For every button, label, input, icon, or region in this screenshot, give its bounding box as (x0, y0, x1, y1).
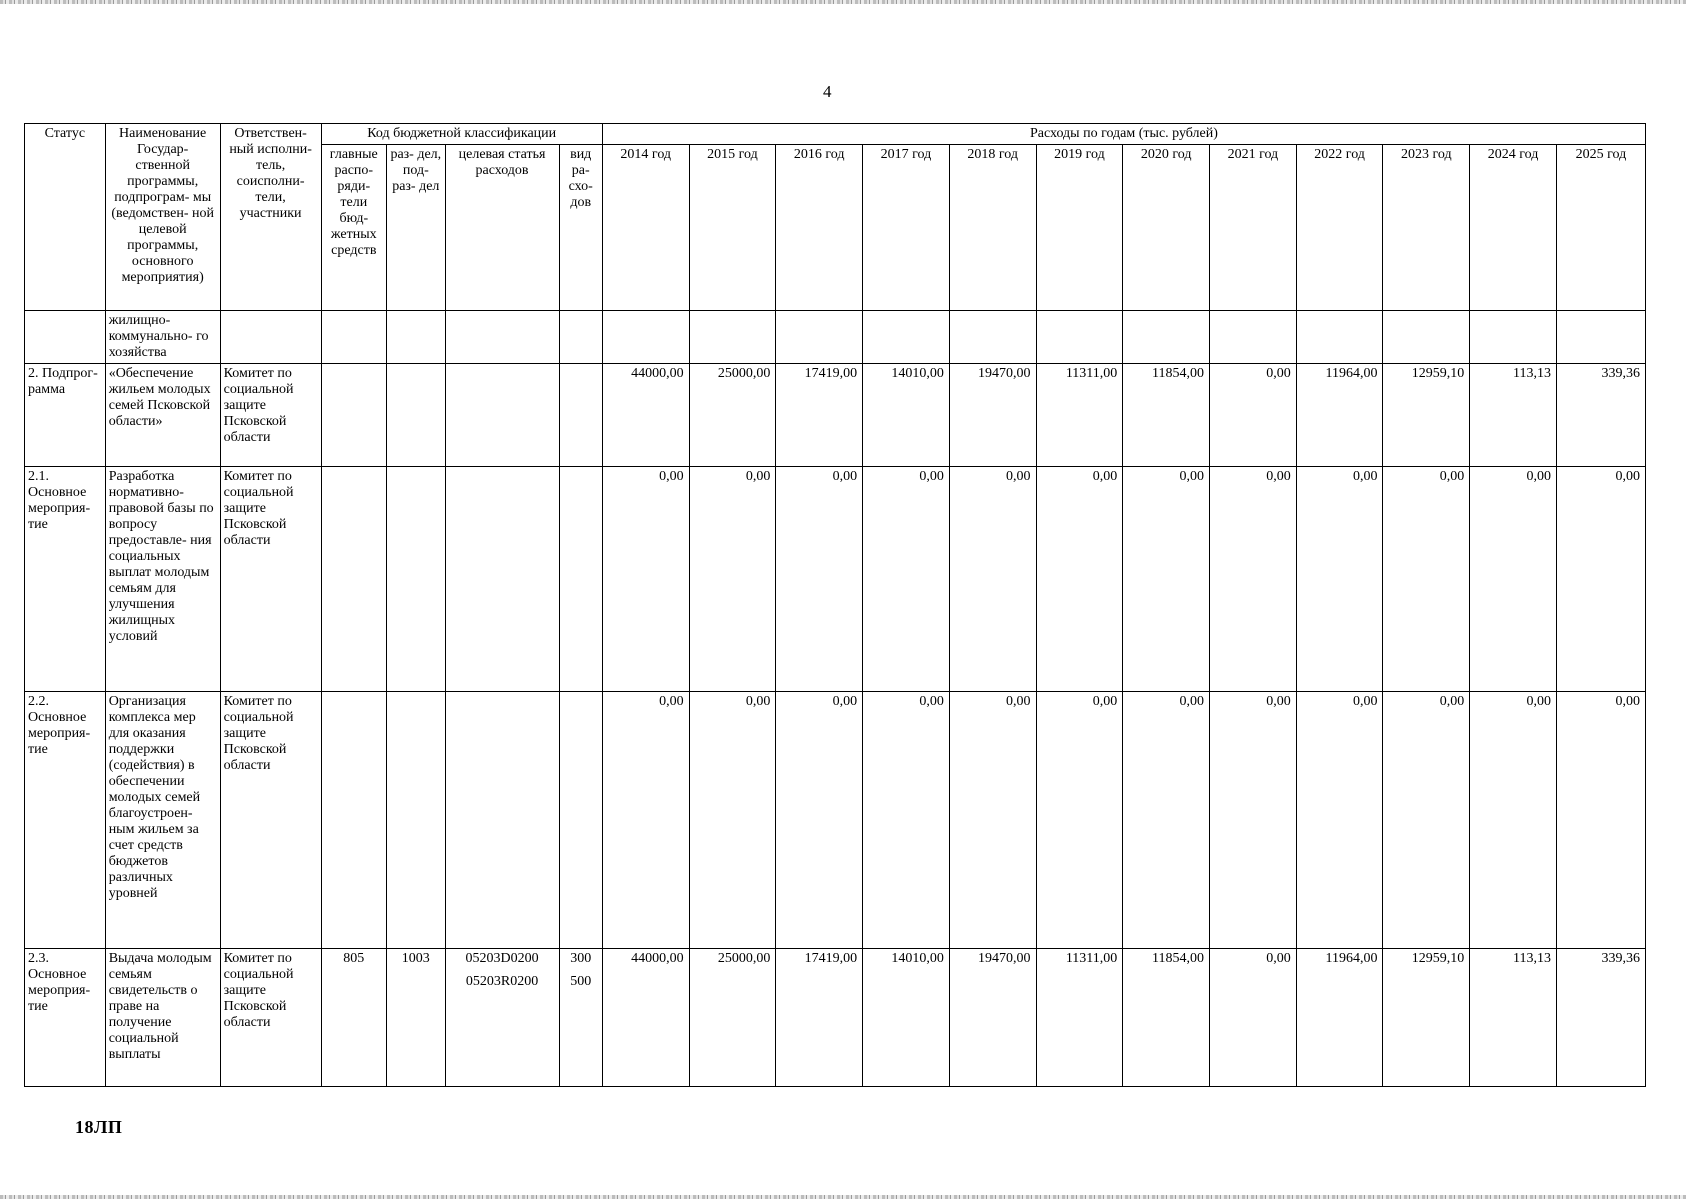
cell-value: 0,00 (776, 692, 863, 949)
header-year: 2025 год (1556, 145, 1645, 311)
header-responsible: Ответствен- ный исполни- тель, соисполни- тели, участники (220, 124, 321, 311)
header-year: 2023 год (1383, 145, 1470, 311)
cell-csr (445, 311, 559, 364)
cell-grbs (321, 364, 387, 467)
cell-value: 19470,00 (949, 949, 1036, 1087)
cell-responsible: Комитет по социальной защите Псковской области (220, 949, 321, 1087)
table-row (25, 692, 1646, 949)
cell-csr (445, 364, 559, 467)
cell-value (689, 311, 776, 364)
budget-expenses-table (24, 123, 1646, 1087)
cell-value: 339,36 (1556, 364, 1645, 467)
cell-name: Организация комплекса мер для оказания поддержки (содействия) в обеспечении молодых семей благоустроен- ным жильем за счет средств бюджетов различных уровней (105, 692, 220, 949)
cell-name: жилищно- коммунально- го хозяйства (105, 311, 220, 364)
cell-grbs (321, 467, 387, 692)
cell-value: 0,00 (1556, 467, 1645, 692)
cell-rzpr (387, 364, 445, 467)
cell-value (1470, 311, 1557, 364)
cell-rzpr (387, 311, 445, 364)
cell-value: 0,00 (1123, 467, 1210, 692)
cell-rzpr (387, 467, 445, 692)
cell-value: 0,00 (1210, 364, 1297, 467)
header-year: 2024 год (1470, 145, 1557, 311)
cell-csr (445, 692, 559, 949)
cell-value: 0,00 (1210, 949, 1297, 1087)
csr-code: 05203R0200 (465, 974, 539, 989)
cell-value: 11311,00 (1036, 364, 1123, 467)
header-status: Статус (25, 124, 106, 311)
cell-status: 2. Подпрог- рамма (25, 364, 106, 467)
cell-value: 44000,00 (602, 364, 689, 467)
cell-rzpr (387, 692, 445, 949)
header-year: 2014 год (602, 145, 689, 311)
cell-value: 0,00 (1036, 467, 1123, 692)
cell-vr (559, 311, 602, 364)
cell-value: 25000,00 (689, 949, 776, 1087)
vr-code: 300 (570, 951, 592, 966)
cell-value: 19470,00 (949, 364, 1036, 467)
header-grbs: главные распо- ряди- тели бюд- жетных средств (321, 145, 387, 311)
cell-value: 113,13 (1470, 949, 1557, 1087)
cell-value (602, 311, 689, 364)
vr-code: 500 (570, 974, 592, 989)
cell-value: 339,36 (1556, 949, 1645, 1087)
cell-value: 17419,00 (776, 949, 863, 1087)
cell-value: 0,00 (863, 467, 950, 692)
cell-vr (559, 692, 602, 949)
header-rzpr: раз- дел, под- раз- дел (387, 145, 445, 311)
cell-value: 0,00 (602, 467, 689, 692)
header-year: 2021 год (1210, 145, 1297, 311)
cell-value (1556, 311, 1645, 364)
cell-value: 12959,10 (1383, 364, 1470, 467)
cell-value: 11854,00 (1123, 364, 1210, 467)
cell-value: 0,00 (1123, 692, 1210, 949)
cell-value (1036, 311, 1123, 364)
cell-value (863, 311, 950, 364)
cell-value: 25000,00 (689, 364, 776, 467)
header-year: 2017 год (863, 145, 950, 311)
cell-vr (559, 364, 602, 467)
table-row (25, 467, 1646, 692)
cell-responsible: Комитет по социальной защите Псковской области (220, 364, 321, 467)
cell-value: 0,00 (863, 692, 950, 949)
cell-value: 0,00 (602, 692, 689, 949)
cell-value: 0,00 (1296, 692, 1383, 949)
document-code: 18ЛП (75, 1117, 123, 1137)
cell-value: 0,00 (1470, 692, 1557, 949)
cell-value: 0,00 (949, 467, 1036, 692)
page-number: 4 (823, 82, 832, 101)
header-vr: вид ра- схо- дов (559, 145, 602, 311)
header-expenses: Расходы по годам (тыс. рублей) (602, 124, 1645, 145)
cell-status: 2.3. Основное мероприя- тие (25, 949, 106, 1087)
cell-grbs (321, 311, 387, 364)
cell-status: 2.1. Основное мероприя- тие (25, 467, 106, 692)
cell-vr (559, 467, 602, 692)
scan-edge-top (0, 0, 1686, 4)
cell-value: 0,00 (1383, 692, 1470, 949)
cell-value: 11311,00 (1036, 949, 1123, 1087)
header-csr: целевая статья расходов (445, 145, 559, 311)
table-row (25, 364, 1646, 467)
header-year: 2022 год (1296, 145, 1383, 311)
cell-name: Разработка нормативно- правовой базы по вопросу предоставле- ния социальных выплат молодым семьям для улучшения жилищных условий (105, 467, 220, 692)
cell-status: 2.2. Основное мероприя- тие (25, 692, 106, 949)
cell-value: 0,00 (689, 467, 776, 692)
cell-value (1296, 311, 1383, 364)
cell-name: Выдача молодым семьям свидетельств о праве на получение социальной выплаты (105, 949, 220, 1087)
cell-value: 17419,00 (776, 364, 863, 467)
csr-code: 05203D0200 (465, 951, 539, 966)
cell-grbs (321, 692, 387, 949)
cell-rzpr: 1003 (387, 949, 445, 1087)
cell-responsible: Комитет по социальной защите Псковской области (220, 692, 321, 949)
header-year: 2015 год (689, 145, 776, 311)
cell-value: 0,00 (1036, 692, 1123, 949)
cell-csr (445, 949, 559, 1087)
cell-value: 14010,00 (863, 949, 950, 1087)
cell-value (1123, 311, 1210, 364)
cell-value (1210, 311, 1297, 364)
cell-value: 14010,00 (863, 364, 950, 467)
cell-value: 11964,00 (1296, 364, 1383, 467)
header-row-top (25, 124, 1646, 145)
table-row (25, 311, 1646, 364)
header-year: 2019 год (1036, 145, 1123, 311)
cell-status (25, 311, 106, 364)
header-budget-code: Код бюджетной классификации (321, 124, 602, 145)
cell-value: 12959,10 (1383, 949, 1470, 1087)
cell-value: 0,00 (1383, 467, 1470, 692)
header-name: Наименование Государ- ственной программы, подпрограм- мы (ведомствен- ной целевой программы, основного мероприятия) (105, 124, 220, 311)
cell-value: 44000,00 (602, 949, 689, 1087)
cell-value: 0,00 (1296, 467, 1383, 692)
cell-value: 113,13 (1470, 364, 1557, 467)
header-year: 2020 год (1123, 145, 1210, 311)
cell-value (949, 311, 1036, 364)
cell-value: 0,00 (949, 692, 1036, 949)
scan-edge-bottom (0, 1195, 1686, 1199)
cell-value: 11854,00 (1123, 949, 1210, 1087)
cell-value: 0,00 (776, 467, 863, 692)
cell-value (776, 311, 863, 364)
cell-responsible: Комитет по социальной защите Псковской области (220, 467, 321, 692)
cell-value: 0,00 (689, 692, 776, 949)
cell-value (1383, 311, 1470, 364)
cell-grbs: 805 (321, 949, 387, 1087)
cell-csr (445, 467, 559, 692)
cell-value: 0,00 (1210, 467, 1297, 692)
cell-value: 0,00 (1470, 467, 1557, 692)
header-year: 2016 год (776, 145, 863, 311)
table-row (25, 949, 1646, 1087)
header-year: 2018 год (949, 145, 1036, 311)
cell-responsible (220, 311, 321, 364)
cell-value: 11964,00 (1296, 949, 1383, 1087)
cell-name: «Обеспечение жильем молодых семей Псковской области» (105, 364, 220, 467)
cell-value: 0,00 (1210, 692, 1297, 949)
cell-value: 0,00 (1556, 692, 1645, 949)
cell-vr (559, 949, 602, 1087)
